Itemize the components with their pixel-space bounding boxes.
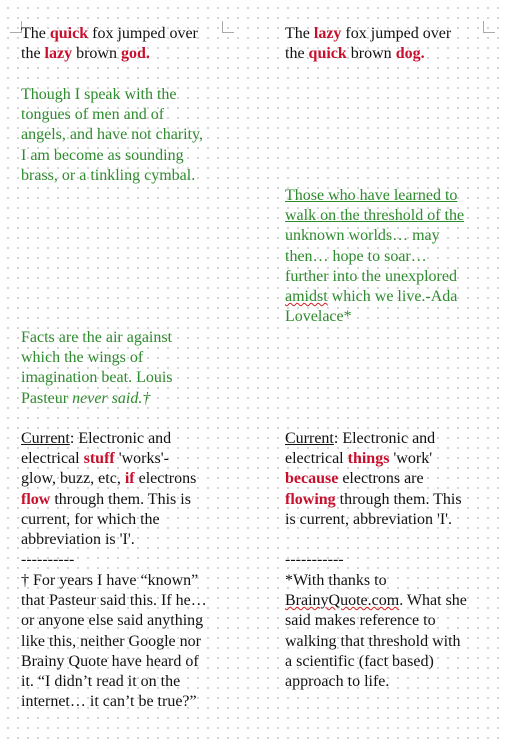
line: a scientific (fact based) (285, 652, 434, 670)
divider: ----------- (285, 551, 344, 569)
left-quote-paragraph[interactable] (21, 85, 203, 186)
line: the quick brown dog. (285, 45, 425, 63)
line: angels, and have not charity, (21, 126, 204, 144)
line: brass, or a tinkling cymbal. (21, 166, 196, 184)
line: further into the unexplored (285, 267, 457, 285)
right-fox-paragraph[interactable] (285, 24, 451, 64)
line: Those who have learned to (285, 187, 458, 204)
line: amidst which we live.-Ada (285, 288, 458, 306)
line: Facts are the air against (21, 329, 173, 346)
line: abbreviation is 'I'. (21, 531, 135, 549)
line: electrical stuff 'works'- (21, 450, 169, 468)
line: like this, neither Google nor (21, 632, 201, 650)
line: Current: Electronic and (285, 430, 436, 447)
line: walking that threshold with (285, 632, 461, 650)
line: Though I speak with the (21, 86, 177, 103)
right-column (285, 24, 500, 724)
line: walk on the threshold of the (285, 207, 465, 225)
line: Pasteur never said.† (21, 389, 151, 407)
line: *With thanks to (285, 572, 387, 589)
line: flowing through them. This (285, 490, 462, 508)
line: current, for which the (21, 510, 160, 528)
line: approach to life. (285, 673, 390, 691)
line: tongues of men and of (21, 106, 165, 124)
line: Current: Electronic and (21, 430, 172, 447)
line: is current, abbreviation 'I'. (285, 510, 453, 528)
divider: ---------- (21, 551, 75, 569)
line (285, 530, 462, 550)
right-quote-paragraph[interactable] (285, 186, 464, 327)
line: The quick fox jumped over (21, 25, 198, 42)
line: glow, buzz, etc, if electrons (21, 470, 197, 488)
line: said makes reference to (285, 612, 436, 630)
right-current-paragraph[interactable] (285, 429, 462, 570)
line: imagination beat. Louis (21, 369, 173, 387)
line: flow through them. This is (21, 490, 191, 508)
line: electrical things 'work' (285, 450, 433, 468)
right-footnote-paragraph[interactable] (285, 571, 467, 692)
line: which the wings of (21, 349, 144, 367)
brainyquote-link[interactable]: BrainyQuote.com (285, 592, 400, 610)
line: The lazy fox jumped over (285, 25, 452, 42)
line: † For years I have “known” (21, 572, 199, 589)
line: I am become as sounding (21, 146, 184, 164)
left-facts-paragraph[interactable] (21, 328, 173, 409)
line: because electrons are (285, 470, 424, 488)
line: the lazy brown god. (21, 45, 150, 63)
line: then… hope to soar… (285, 247, 427, 265)
line: that Pasteur said this. If he… (21, 592, 207, 610)
line: internet… it can’t be true?” (21, 693, 197, 711)
left-fox-paragraph[interactable] (21, 24, 198, 64)
left-column (21, 24, 236, 724)
left-current-paragraph[interactable] (21, 429, 196, 570)
line: Lovelace* (285, 308, 352, 326)
line: or anyone else said anything (21, 612, 204, 630)
line: Brainy Quote have heard of (21, 652, 199, 670)
left-footnote-paragraph[interactable] (21, 571, 207, 712)
line: BrainyQuote.com. What she (285, 592, 467, 610)
line: it. “I didn’t read it on the (21, 673, 181, 691)
line: unknown worlds… may (285, 227, 440, 245)
